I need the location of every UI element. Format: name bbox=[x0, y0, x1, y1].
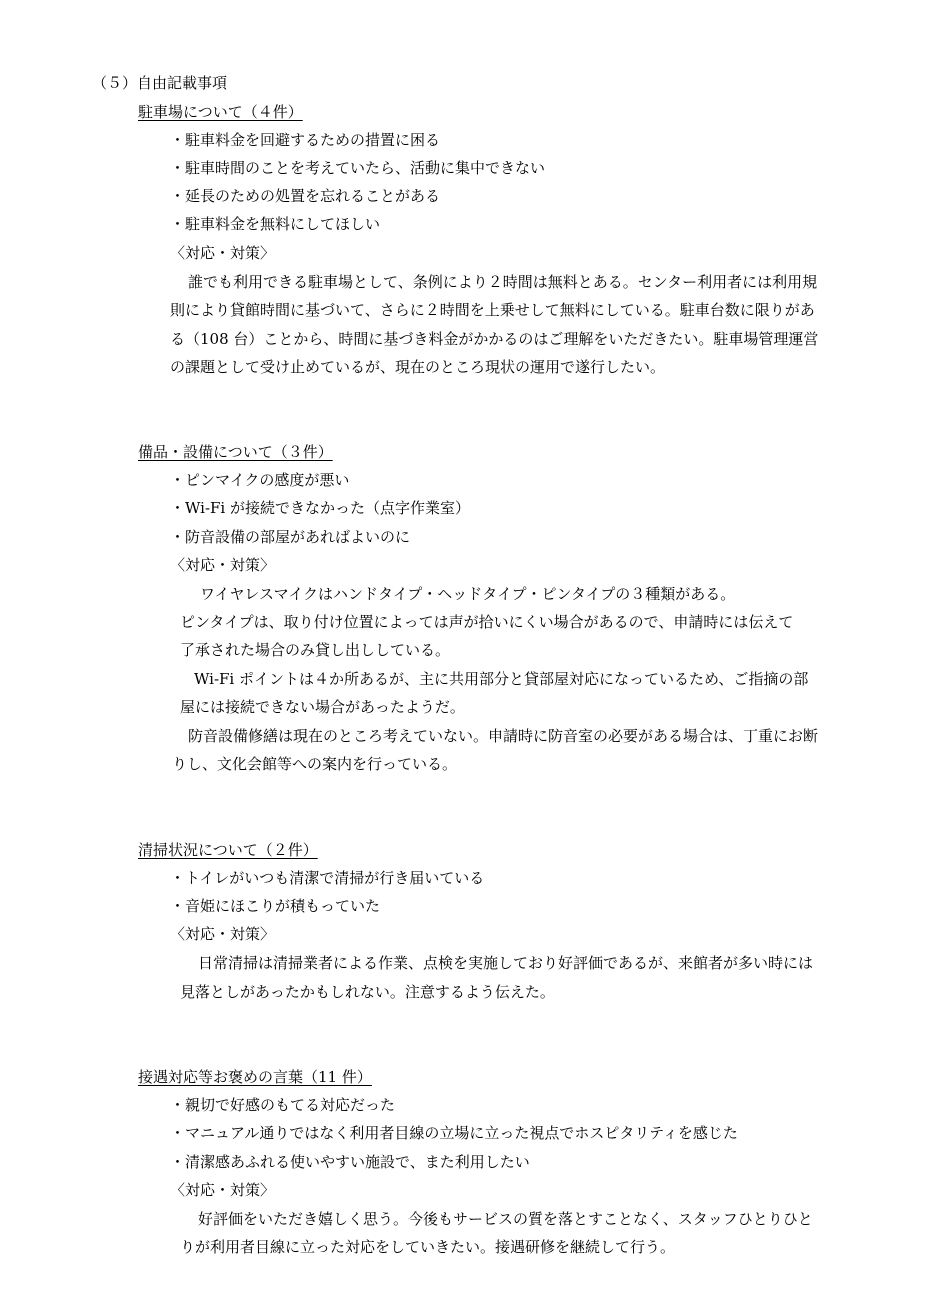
list-item: ・駐車時間のことを考えていたら、活動に集中できない bbox=[170, 159, 546, 177]
response-line: ワイヤレスマイクはハンドタイプ・ヘッドタイプ・ピンタイプの３種類がある。 bbox=[200, 585, 736, 603]
list-item: ・清潔感あふれる使いやすい施設で、また利用したい bbox=[170, 1153, 530, 1171]
response-line: 好評価をいただき嬉しく思う。今後もサービスの質を落とすことなく、スタッフひとりひと bbox=[198, 1210, 813, 1228]
response-line: 防音設備修繕は現在のところ考えていない。申請時に防音室の必要がある場合は、丁重にお断 bbox=[188, 727, 819, 745]
response-line: る（108 台）ことから、時間に基づき料金がかかるのはご理解をいただきたい。駐車場管理運営 bbox=[170, 330, 819, 348]
topic-heading-praise: 接遇対応等お褒めの言葉（11 件） bbox=[138, 1068, 372, 1086]
topic-heading-cleaning: 清掃状況について（２件） bbox=[138, 841, 318, 859]
response-label: 〈対応・対策〉 bbox=[170, 1181, 276, 1199]
response-line: の課題として受け止めているが、現在のところ現状の運用で遂行したい。 bbox=[170, 358, 666, 376]
list-item: ・防音設備の部屋があればよいのに bbox=[170, 528, 411, 546]
topic-heading-parking: 駐車場について（４件） bbox=[138, 103, 303, 121]
section-heading: （５）自由記載事項 bbox=[92, 74, 228, 92]
response-line: 則により貸館時間に基づいて、さらに２時間を上乗せして無料にしている。駐車台数に限りがあ bbox=[170, 301, 815, 319]
response-line: りし、文化会館等への案内を行っている。 bbox=[172, 755, 458, 773]
list-item: ・延長のための処置を忘れることがある bbox=[170, 187, 441, 205]
response-line: 了承された場合のみ貸し出ししている。 bbox=[180, 641, 451, 659]
response-line: 見落としがあったかもしれない。注意するよう伝えた。 bbox=[180, 983, 555, 1001]
response-label: 〈対応・対策〉 bbox=[170, 244, 276, 262]
response-line: 屋には接続できない場合があったようだ。 bbox=[180, 698, 465, 716]
response-line: 日常清掃は清掃業者による作業、点検を実施しており好評価であるが、来館者が多い時には bbox=[198, 954, 814, 972]
response-label: 〈対応・対策〉 bbox=[170, 556, 276, 574]
response-line: Wi-Fi ポイントは４か所あるが、主に共用部分と貸部屋対応になっているため、ご指摘の部 bbox=[194, 670, 809, 688]
list-item: ・マニュアル通りではなく利用者目線の立場に立った視点でホスピタリティを感じた bbox=[170, 1124, 738, 1142]
list-item: ・ピンマイクの感度が悪い bbox=[170, 471, 350, 489]
response-line: 誰でも利用できる駐車場として、条例により２時間は無料とある。センター利用者には利用規 bbox=[188, 273, 818, 291]
list-item: ・トイレがいつも清潔で清掃が行き届いている bbox=[170, 869, 485, 887]
response-label: 〈対応・対策〉 bbox=[170, 925, 276, 943]
list-item: ・親切で好感のもてる対応だった bbox=[170, 1096, 396, 1114]
list-item: ・音姫にほこりが積もっていた bbox=[170, 897, 381, 915]
response-line: りが利用者目線に立った対応をしていきたい。接遇研修を継続して行う。 bbox=[180, 1238, 676, 1256]
list-item: ・駐車料金を回避するための措置に困る bbox=[170, 131, 441, 149]
list-item: ・駐車料金を無料にしてほしい bbox=[170, 215, 381, 233]
list-item: ・Wi-Fi が接続できなかった（点字作業室） bbox=[170, 499, 470, 517]
response-line: ピンタイプは、取り付け位置によっては声が拾いにくい場合があるので、申請時には伝えて bbox=[180, 613, 794, 631]
topic-heading-equipment: 備品・設備について（３件） bbox=[138, 443, 333, 461]
